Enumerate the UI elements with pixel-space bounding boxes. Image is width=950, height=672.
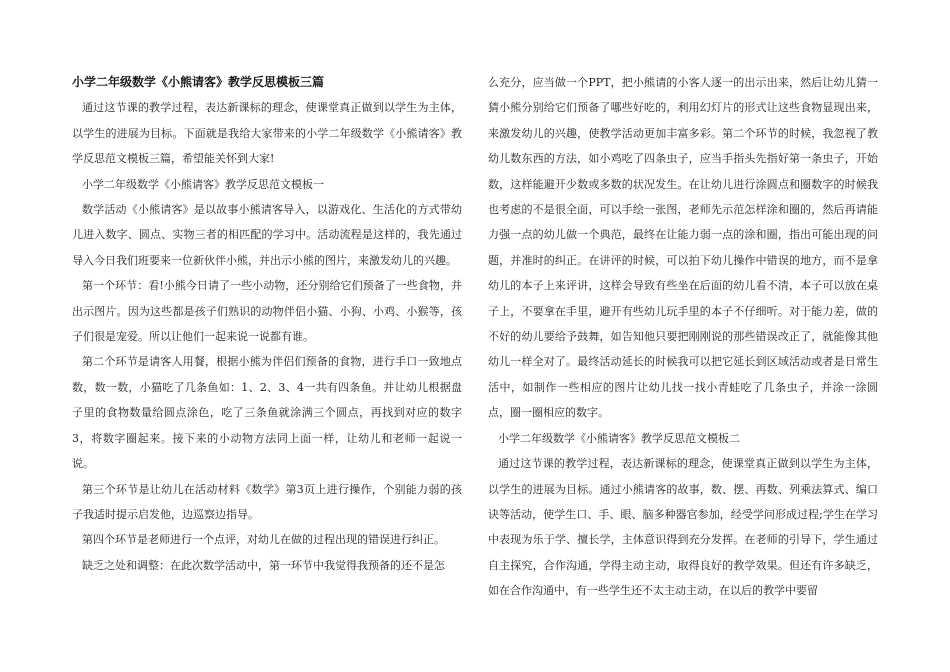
section-heading-template-1: 小学二年级数学《小熊请客》教学反思范文模板一 bbox=[82, 177, 324, 191]
paragraph: 数学活动《小熊请客》是以故事小熊请客导入，以游戏化、生活化的方式带幼儿进入数字、圆点、实物三者的相匹配的学习中。活动流程是这样的，我先通过导入今日我们班要来一位新伙伴小熊，并出示小熊的图片，来激发幼儿的兴趣。 bbox=[72, 203, 462, 267]
paragraph: 通过这节课的教学过程，表达新课标的理念，使课堂真正做到以学生为主体，以学生的进展为目标。下面就是我给大家带来的小学二年级数学《小熊请客》教学反思范文模板三篇，希望能关怀到大家! bbox=[72, 101, 462, 166]
paragraph: 缺乏之处和调整：在此次数学活动中，第一环节中我觉得我预备的还不是怎 bbox=[82, 558, 445, 572]
right-column bbox=[488, 70, 878, 604]
paragraph: 通过这节课的教学过程，表达新课标的理念，使课堂真正做到以学生为主体，以学生的进展为目标。通过小熊请客的故事，数、摆、再数、列乘法算式、编口诀等活动，使学生口、手、眼、脑多种器官参加，经受学问形成过程;学生在学习中表现为乐于学、擅长学，主体意识得到充分发挥。在老师的引导下，学生通过自主探究，合作沟通，学得主动主动，取得良好的教学效果。但还有许多缺乏，如在合作沟通中，有一些学生还不太主动主动，在以后的教学中要留 bbox=[488, 457, 878, 598]
paragraph-continued: 么充分，应当做一个PPT，把小熊请的小客人逐一的出示出来，然后让幼儿猜一猜小熊分别给它们预备了哪些好吃的，利用幻灯片的形式让这些食物显现出来，来激发幼儿的兴趣，使教学活动更加丰富多彩。第二个环节的时候，我忽视了教幼儿数东西的方法，如小鸡吃了四条虫子，应当手指头先指好第一条虫子，开始数，这样能避开少数或多数的状况发生。在让幼儿进行涂圆点和圈数字的时候我也考虑的不是很全面，可以手绘一张图，老师先示范怎样涂和圈的，然后再请能力强一点的幼儿做一个典范，最终在让能力弱一点的涂和圈，指出可能出现的问题，并准时的纠正。在讲评的时候，可以拍下幼儿操作中错误的地方，而不是拿幼儿的本子上来评讲，这样会导致有些坐在后面的幼儿看不清，本子可以放在桌子上，不要拿在手里，避开有些幼儿玩手里的本子不仔细听。对于能力差，做的不好的幼儿要给予鼓舞，如告知他只要把刚刚说的那些错误改正了，就能像其他幼儿一样全对了。最终活动延长的时候我可以把它延长到区域活动或者是日常生活中，如制作一些相应的图片让幼儿找一找小青蛙吃了几条虫子，并涂一涂圆点，圈一圈相应的数字。 bbox=[488, 76, 878, 420]
document-title: 小学二年级数学《小熊请客》教学反思模板三篇 bbox=[72, 75, 325, 89]
paragraph: 第四个环节是老师进行一个点评，对幼儿在做的过程出现的错误进行纠正。 bbox=[82, 533, 445, 547]
paragraph: 第一个环节：看!小熊今日请了一些小动物，还分别给它们预备了一些食物，并出示图片。因为这些都是孩子们熟识的动物伴侣小猫、小狗、小鸡、小猴等，孩子们很是宠爱。所以让他们一起来说一说都有谁。 bbox=[72, 279, 462, 344]
left-column bbox=[72, 70, 462, 578]
paragraph: 第二个环节是请客人用餐，根据小熊为伴侣们预备的食物，进行手口一致地点数，数一数，小猫吃了几条鱼如：1、2、3、4一共有四条鱼。并让幼儿根据盘子里的食物数量给圆点涂色，吃了三条鱼就涂满三个圆点，再找到对应的数字3，将数字圈起来。接下来的小动物方法同上面一样，让幼儿和老师一起说一说。 bbox=[72, 355, 462, 471]
section-heading-template-2: 小学二年级数学《小熊请客》教学反思范文模板二 bbox=[498, 431, 740, 445]
paragraph: 第三个环节是让幼儿在活动材料《数学》第3页上进行操作，个别能力弱的孩子我适时提示启发他，边巡察边指导。 bbox=[72, 482, 462, 521]
